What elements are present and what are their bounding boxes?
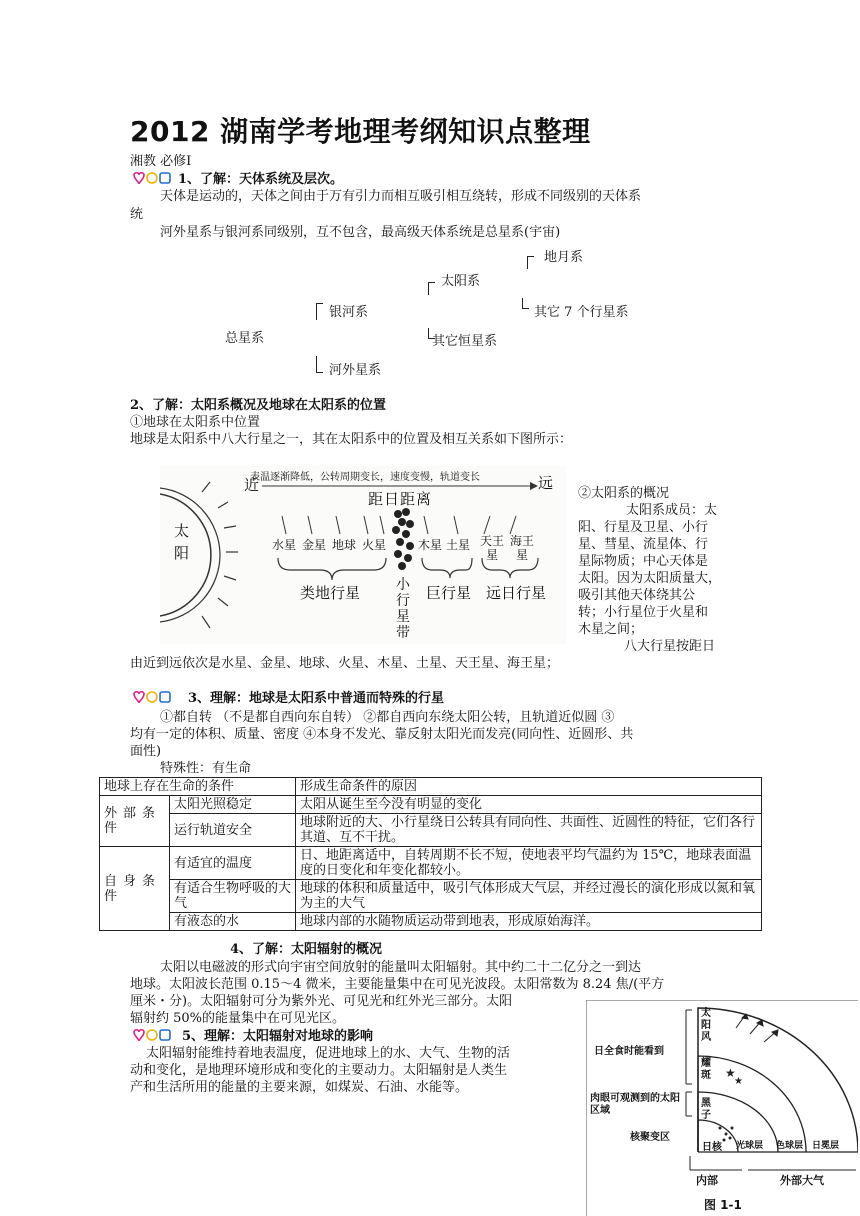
planet-earth: 地球: [332, 538, 357, 552]
s4-paragraph-4: 辐射约 50%的能量集中在可见光区。: [130, 1011, 346, 1026]
sun-structure-figure: [586, 1000, 858, 1216]
s5-paragraph-3: 产和生活所用的能量的主要来源，如煤炭、石油、水能等。: [130, 1080, 469, 1095]
table-row: [100, 796, 762, 814]
group-terrestrial: 类地行星: [300, 584, 361, 602]
section-5-heading-text: 5、理解：太阳辐射对地球的影响: [182, 1029, 374, 1044]
tree-other-planet-systems: 其它 7 个行星系: [534, 305, 629, 320]
fig2-flare-1: 耀: [701, 1058, 711, 1069]
fig2-eclipse-label: 日全食时能看到: [594, 1046, 664, 1057]
section-5-heading: [130, 1028, 373, 1045]
tree-other-star-systems: 其它恒星系: [432, 334, 498, 349]
s2-sub-1: ①地球在太阳系中位置: [130, 415, 261, 430]
fig2-sunspot: [701, 1098, 711, 1122]
table-cell-condition: 有适合生物呼吸的大气: [170, 880, 296, 913]
s2-sub-2: ②太阳系的概况: [578, 486, 670, 501]
fig2-outer-label: 外部大气: [780, 1174, 824, 1187]
tree-root: 总星系: [225, 331, 265, 346]
table-cell-reason: 地球附近的大、小行星绕日公转具有同向性、共面性、近圆性的特征，它们各行其道、互不干扰。: [296, 814, 762, 847]
table-cell-reason: 地球内部的水随物质运动带到地表，形成原始海洋。: [296, 913, 762, 931]
bracket-top: [316, 303, 323, 320]
s2-side-9: 八大行星按距日: [624, 639, 716, 654]
tree-earth-moon: 地月系: [544, 250, 584, 265]
s2-side-2: 阳、行星及卫星、小行: [578, 520, 709, 535]
fig2-caption: 图 1-1: [704, 1198, 742, 1212]
planet-uranus-suffix: 星: [486, 548, 499, 562]
fig2-spot-1: 黑: [701, 1098, 711, 1109]
fig2-photosphere: 光球层: [736, 1141, 764, 1151]
fig2-wind-1: 太: [701, 1008, 711, 1019]
s2-side-3: 星、彗星、流星体、行: [578, 537, 709, 552]
planet-venus: 金星: [302, 538, 327, 552]
bracket-bottom: [316, 356, 323, 373]
s5-paragraph-2: 动和变化，是地理环境形成和变化的主要动力。太阳辐射是人类生: [130, 1063, 508, 1078]
asteroid-belt-3: 星: [396, 609, 410, 625]
fig2-core-label: 日核: [702, 1142, 722, 1153]
planet-neptune-suffix: 星: [516, 548, 529, 562]
planet-neptune: 海王: [510, 534, 535, 548]
s2-paragraph-2: 由近到远依次是水星、金星、地球、火星、木星、土星、天王星、海王星；: [130, 656, 560, 671]
fig2-corona: 日冕层: [812, 1141, 840, 1151]
svg-text:★: ★: [725, 1066, 736, 1080]
table-cell-reason: 太阳从诞生至今没有明显的变化: [296, 796, 762, 814]
table-header-conditions: 地球上存在生命的条件: [100, 778, 296, 796]
bracket-earth-moon: [527, 256, 534, 269]
table-row: [100, 913, 762, 931]
s3-paragraph-4: 特殊性：有生命: [160, 761, 252, 776]
group-outer: 远日行星: [486, 584, 547, 602]
section-1-heading-text: 1、了解：天体系统及层次。: [178, 172, 344, 187]
s3-paragraph-1: ①都自转 （不是都自西向东自转） ②都自西向东绕太阳公转，且轨道近似圆 ③: [160, 710, 615, 725]
table-cell-condition: 有液态的水: [170, 913, 296, 931]
group-giant: 巨行星: [426, 584, 472, 602]
planet-jupiter: 木星: [418, 538, 443, 552]
life-conditions-table: [99, 777, 762, 931]
planet-mars: 火星: [362, 538, 387, 552]
section-4-heading: 4、了解：太阳辐射的概况: [230, 942, 383, 957]
section-2-heading: 2、了解：太阳系概况及地球在太阳系的位置: [130, 398, 387, 413]
table-cell-condition: 运行轨道安全: [170, 814, 296, 847]
s1-paragraph-1-cont: 统: [130, 207, 144, 222]
section-3-heading-text: 3、理解：地球是太阳系中普通而特殊的行星: [188, 691, 445, 706]
s2-side-1: 太阳系成员：太: [626, 503, 718, 518]
fig1-trend-text: 表温逐渐降低，公转周期变长，速度变慢，轨道变长: [250, 472, 480, 483]
fig2-chromosphere: 色球层: [776, 1141, 804, 1151]
s4-paragraph-2: 地球。太阳波长范围 0.15～4 微米，主要能量集中在可见光波段。太阳常数为 8.24 焦/(平方: [130, 977, 665, 992]
s2-side-7: 转；小行星位于火星和: [578, 605, 709, 620]
s4-paragraph-3: 厘米・分)。太阳辐射可分为紫外光、可见光和红外光三部分。太阳: [130, 994, 513, 1009]
table-cell-condition: 有适宜的温度: [170, 847, 296, 880]
tree-other-galaxies: 河外星系: [329, 363, 382, 378]
planet-uranus: 天王: [480, 534, 505, 548]
s2-side-6: 吸引其他天体绕其公: [578, 588, 696, 603]
bracket-solar: [428, 282, 435, 295]
fig1-sun-label-2: 阳: [174, 544, 190, 562]
s2-paragraph-1: 地球是太阳系中八大行星之一，其在太阳系中的位置及相互关系如下图所示：: [130, 432, 573, 447]
asteroid-belt-1: 小: [396, 577, 410, 593]
fig1-sun-label-1: 太: [174, 522, 190, 540]
asteroid-belt-4: 带: [396, 625, 410, 641]
subtitle: 湘教 必修Ⅰ: [130, 154, 192, 169]
table-cell-reason: 地球的体积和质量适中，吸引气体形成大气层，并经过漫长的演化形成以氮和氧为主的大气: [296, 880, 762, 913]
decorative-logo-icon: [130, 1028, 172, 1042]
fig2-fusion-label: 核聚变区: [630, 1132, 670, 1143]
fig2-solar-wind: [701, 1008, 711, 1044]
section-1-heading: [130, 171, 343, 188]
fig2-inner-label: 内部: [696, 1174, 718, 1187]
fig1-near-label: 近: [244, 476, 260, 494]
asteroid-belt-2: 行: [396, 593, 410, 609]
s4-paragraph-1: 太阳以电磁波的形式向宇宙空间放射的能量叫太阳辐射。其中约二十二亿分之一到达: [160, 960, 642, 975]
table-group-external: 外部条件: [100, 796, 170, 847]
fig1-distance-label: 距日距离: [368, 490, 433, 508]
table-cell-condition: 太阳光照稳定: [170, 796, 296, 814]
s1-paragraph-2: 河外星系与银河系同级别，互不包含，最高级天体系统是总星系(宇宙): [160, 225, 561, 240]
table-row: [100, 814, 762, 847]
page-title: 2012 湖南学考地理考纲知识点整理: [130, 115, 591, 148]
fig2-spot-2: 子: [701, 1110, 711, 1121]
svg-text:★: ★: [734, 1076, 743, 1087]
fig2-flare: [701, 1058, 711, 1082]
table-header-row: [100, 778, 762, 796]
fig2-visible-label: 肉眼可观测到的太阳区域: [590, 1093, 680, 1116]
planet-saturn: 土星: [446, 538, 471, 552]
table-row: [100, 847, 762, 880]
decorative-logo-icon: [130, 171, 172, 185]
fig2-wind-2: 阳: [701, 1020, 711, 1031]
fig1-far-label: 远: [538, 474, 554, 492]
s5-paragraph-1: 太阳辐射能维持着地表温度，促进地球上的水、大气、生物的活: [146, 1046, 511, 1061]
planet-mercury: 水星: [272, 538, 297, 552]
s1-paragraph-1: 天体是运动的，天体之间由于万有引力而相互吸引相互绕转，形成不同级别的天体系: [160, 189, 642, 204]
solar-system-figure: [160, 466, 566, 644]
table-row: [100, 880, 762, 913]
s2-side-5: 太阳。因为太阳质量大，: [578, 571, 722, 586]
fig2-wind-3: 风: [701, 1032, 711, 1043]
section-3-heading: [130, 690, 444, 707]
table-group-self: 自身条件: [100, 847, 170, 931]
tree-solar-system: 太阳系: [441, 274, 481, 289]
tree-milky-way: 银河系: [329, 305, 369, 320]
s2-side-4: 星际物质；中心天体是: [578, 554, 709, 569]
table-header-reasons: 形成生命条件的原因: [296, 778, 762, 796]
s2-side-8: 木星之间；: [578, 622, 644, 637]
table-cell-reason: 日、地距离适中，自转周期不长不短，使地表平均气温约为 15℃，地球表面温度的日变化和年变化都较小。: [296, 847, 762, 880]
s3-paragraph-2: 均有一定的体积、质量、密度 ④本身不发光、靠反射太阳光而发亮(同向性、近圆形、共: [130, 727, 634, 742]
s3-paragraph-3: 面性): [130, 744, 162, 759]
fig2-flare-2: 斑: [701, 1070, 711, 1081]
bracket-other-planet: [522, 298, 529, 309]
decorative-logo-icon: [130, 690, 172, 704]
